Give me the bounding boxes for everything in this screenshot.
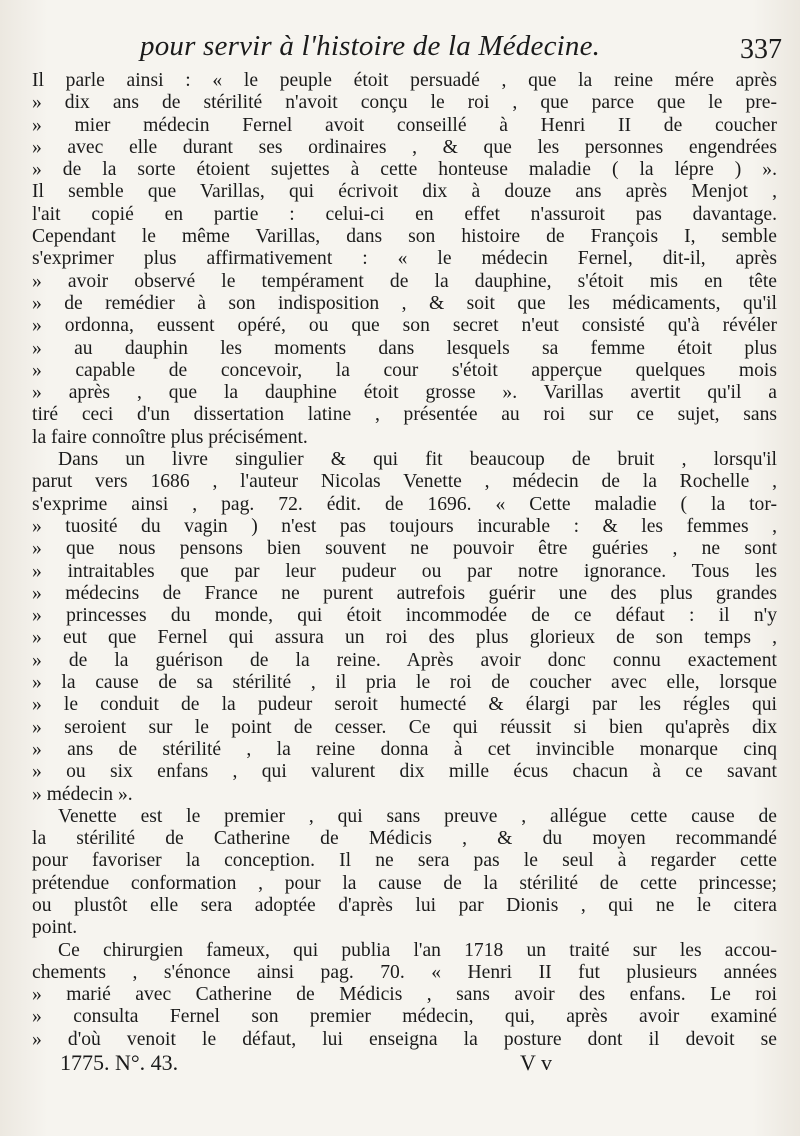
text-line: » ordonna, eussent opéré, ou que son secret n'eut consisté qu'à révéler (32, 315, 777, 337)
text-line: » le conduit de la pudeur seroit humecté & élargi par les régles qui (32, 694, 777, 716)
signature-mark: 1775. N°. 43. (60, 1050, 179, 1075)
text-line: » avec elle durant ses ordinaires , & que les personnes engendrées (32, 136, 777, 158)
text-line: » intraitables que par leur pudeur ou par notre ignorance. Tous les (32, 560, 777, 582)
text-line: Ce chirurgien fameux, qui publia l'an 1718 un traité sur les accou- (58, 939, 777, 961)
text-line: » avoir observé le tempérament de la dauphine, s'étoit mis en tête (32, 270, 777, 292)
text-line: Dans un livre singulier & qui fit beaucoup de bruit , lorsqu'il (58, 449, 777, 471)
text-line: » au dauphin les moments dans lesquels sa femme étoit plus (32, 337, 777, 359)
text-line: la faire connoître plus précisément. (32, 426, 308, 448)
text-line: la stérilité de Catherine de Médicis , & du moyen recommandé (32, 828, 777, 850)
text-line: chements , s'énonce ainsi pag. 70. « Henri II fut plusieurs années (32, 961, 777, 983)
body-text (32, 70, 777, 1051)
running-title: pour servir à l'histoire de la Médecine. (140, 30, 601, 62)
text-line: » médecins de France ne purent autrefois guérir une des plus grandes (32, 582, 777, 604)
text-line: » eut que Fernel qui assura un roi des plus glorieux de son temps , (32, 627, 777, 649)
text-line: » de remédier à son indisposition , & soit que les médicaments, qu'il (32, 292, 777, 314)
text-line: » marié avec Catherine de Médicis , sans avoir des enfans. Le roi (32, 984, 777, 1006)
text-line: » ou six enfans , qui valurent dix mille écus chacun à ce savant (32, 761, 777, 783)
text-line: s'exprime ainsi , pag. 72. édit. de 1696. « Cette maladie ( la tor- (32, 493, 777, 515)
text-line: Il parle ainsi : « le peuple étoit persuadé , que la reine mére après (32, 70, 777, 91)
text-line: » d'où venoit le défaut, lui enseigna la posture dont il devoit se (32, 1028, 777, 1050)
text-line: » médecin ». (32, 783, 133, 805)
catchword: V v (520, 1050, 552, 1075)
text-line: parut vers 1686 , l'auteur Nicolas Venette , médecin de la Rochelle , (32, 471, 777, 493)
text-line: » capable de concevoir, la cour s'étoit apperçue quelques mois (32, 359, 777, 381)
text-line: l'ait copié en partie : celui-ci en effet n'assuroit pas davantage. (32, 203, 777, 225)
text-line: ou plustôt elle sera adoptée d'après lui par Dionis , qui ne le citera (32, 894, 777, 916)
text-line: point. (32, 917, 78, 939)
text-line: » consulta Fernel son premier médecin, qui, après avoir examiné (32, 1006, 777, 1028)
text-line: s'exprimer plus affirmativement : « le médecin Fernel, dit-il, après (32, 248, 777, 270)
text-line: Cependant le même Varillas, dans son histoire de François I, semble (32, 226, 777, 248)
page-number: 337 (740, 34, 782, 65)
text-line: » de la sorte étoient sujettes à cette honteuse maladie ( la lépre ) ». (32, 159, 777, 181)
text-line: » dix ans de stérilité n'avoit conçu le roi , que parce que le pre- (32, 92, 777, 114)
text-line: pour favoriser la conception. Il ne sera pas le seul à regarder cette (32, 850, 777, 872)
text-line: » tuosité du vagin ) n'est pas toujours incurable : & les femmes , (32, 515, 777, 537)
text-line: » mier médecin Fernel avoit conseillé à Henri II de coucher (32, 114, 777, 136)
text-line: Il semble que Varillas, qui écrivoit dix à douze ans après Menjot , (32, 181, 777, 203)
text-line: » de la guérison de la reine. Après avoir donc connu exactement (32, 649, 777, 671)
text-line: prétendue conformation , pour la cause de la stérilité de cette princesse; (32, 872, 777, 894)
text-line: tiré ceci d'un dissertation latine , présentée au roi sur ce sujet, sans (32, 404, 777, 426)
text-line: » que nous pensons bien souvent ne pouvoir être guéries , ne sont (32, 538, 777, 560)
text-line: » seroient sur le point de cesser. Ce qui réussit si bien qu'après dix (32, 716, 777, 738)
text-line: Venette est le premier , qui sans preuve , allégue cette cause de (58, 805, 777, 827)
text-line: » princesses du monde, qui étoit incommodée de ce défaut : il n'y (32, 605, 777, 627)
text-line: » ans de stérilité , la reine donna à cet invincible monarque cinq (32, 738, 777, 760)
text-line: » après , que la dauphine étoit grosse ». Varillas avertit qu'il a (32, 382, 777, 404)
text-line: » la cause de sa stérilité , il pria le roi de coucher avec elle, lorsque (32, 672, 777, 694)
